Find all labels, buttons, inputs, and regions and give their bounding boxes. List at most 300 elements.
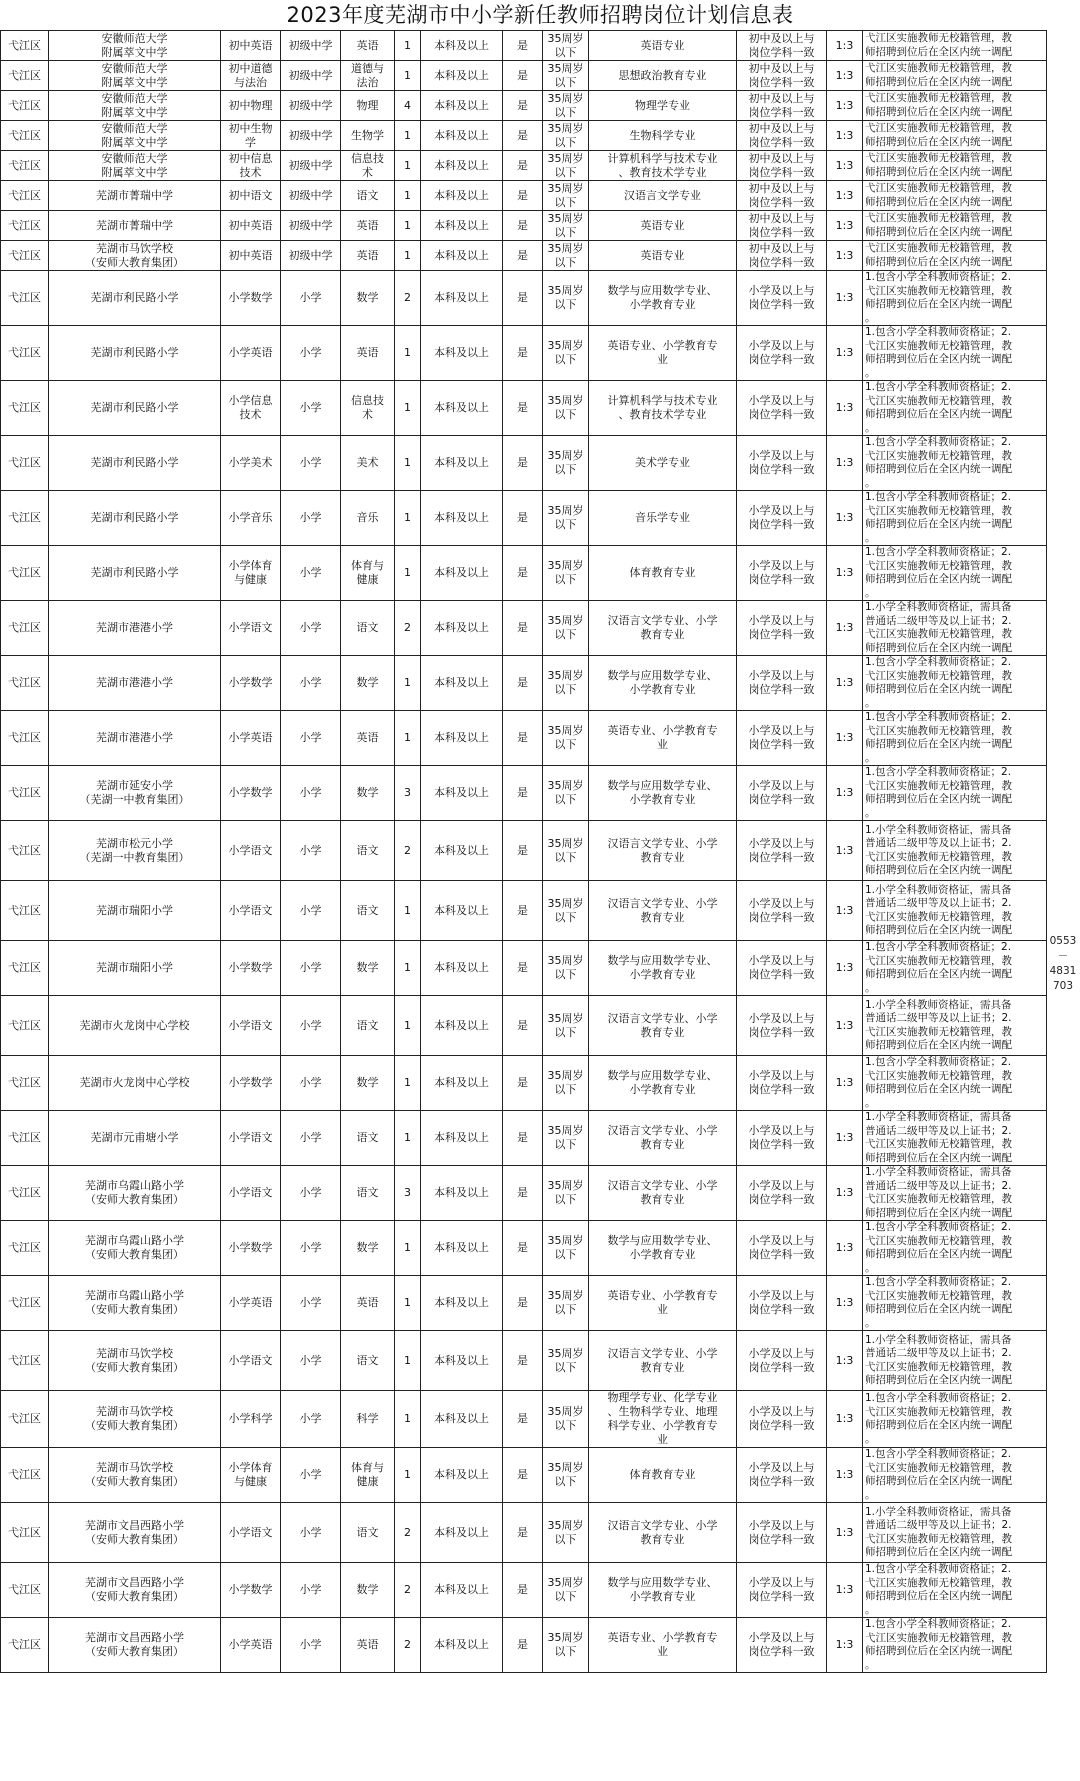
cell-qualification: 小学及以上与 岗位学科一致 <box>737 1056 827 1111</box>
cell-district: 弋江区 <box>1 1221 49 1276</box>
cell-post: 小学语文 <box>221 1331 281 1391</box>
cell-ratio: 1:3 <box>827 151 863 181</box>
cell-subject: 生物学 <box>341 121 395 151</box>
table-row <box>1 546 1047 601</box>
cell-degree: 是 <box>503 31 543 61</box>
cell-ratio: 1:3 <box>827 1618 863 1673</box>
cell-subject: 体育与 健康 <box>341 546 395 601</box>
cell-qualification: 初中及以上与 岗位学科一致 <box>737 91 827 121</box>
cell-post: 初中信息 技术 <box>221 151 281 181</box>
cell-qualification: 初中及以上与 岗位学科一致 <box>737 181 827 211</box>
contact-phone: 0553 － 4831 703 <box>1049 935 1077 992</box>
cell-ratio: 1:3 <box>827 271 863 326</box>
cell-school: 芜湖市乌霞山路小学 （安师大教育集团） <box>49 1276 221 1331</box>
cell-district: 弋江区 <box>1 1111 49 1166</box>
cell-level: 小学 <box>281 546 341 601</box>
cell-major: 生物科学专业 <box>589 121 737 151</box>
cell-level: 初级中学 <box>281 211 341 241</box>
cell-education: 本科及以上 <box>421 1448 503 1503</box>
table-row <box>1 656 1047 711</box>
cell-post: 初中语文 <box>221 181 281 211</box>
cell-major: 英语专业 <box>589 31 737 61</box>
cell-ratio: 1:3 <box>827 881 863 941</box>
table-row <box>1 941 1047 996</box>
cell-post: 小学语文 <box>221 996 281 1056</box>
cell-subject: 语文 <box>341 996 395 1056</box>
cell-district: 弋江区 <box>1 211 49 241</box>
cell-major: 汉语言文学专业、小学 教育专业 <box>589 1166 737 1221</box>
cell-district: 弋江区 <box>1 1618 49 1673</box>
cell-count: 1 <box>395 1448 421 1503</box>
cell-count: 1 <box>395 326 421 381</box>
cell-note: 1.小学全科教师资格证，需具备 普通话二级甲等及以上证书；2. 弋江区实施教师无校籍管理，教 师招聘到位后在全区内统一调配 <box>863 1331 1047 1391</box>
cell-count: 1 <box>395 656 421 711</box>
cell-note: 弋江区实施教师无校籍管理，教 师招聘到位后在全区内统一调配 <box>863 241 1047 271</box>
cell-ratio: 1:3 <box>827 1111 863 1166</box>
cell-note: 1.小学全科教师资格证，需具备 普通话二级甲等及以上证书；2. 弋江区实施教师无校籍管理，教 师招聘到位后在全区内统一调配 <box>863 821 1047 881</box>
cell-age: 35周岁 以下 <box>543 211 589 241</box>
table-row <box>1 61 1047 91</box>
cell-qualification: 小学及以上与 岗位学科一致 <box>737 491 827 546</box>
cell-level: 小学 <box>281 1331 341 1391</box>
cell-qualification: 小学及以上与 岗位学科一致 <box>737 766 827 821</box>
cell-school: 芜湖市利民路小学 <box>49 326 221 381</box>
cell-degree: 是 <box>503 1503 543 1563</box>
table-row <box>1 151 1047 181</box>
cell-major: 物理学专业、化学专业 、生物科学专业、地理 科学专业、小学教育专 业 <box>589 1391 737 1448</box>
cell-post: 小学数学 <box>221 1221 281 1276</box>
table-row <box>1 996 1047 1056</box>
cell-district: 弋江区 <box>1 436 49 491</box>
cell-education: 本科及以上 <box>421 61 503 91</box>
table-row <box>1 271 1047 326</box>
cell-post: 初中英语 <box>221 211 281 241</box>
cell-subject: 数学 <box>341 766 395 821</box>
cell-school: 芜湖市文昌西路小学 （安师大教育集团） <box>49 1503 221 1563</box>
cell-post: 小学音乐 <box>221 491 281 546</box>
cell-subject: 美术 <box>341 436 395 491</box>
cell-school: 安徽师范大学 附属萃文中学 <box>49 61 221 91</box>
cell-education: 本科及以上 <box>421 271 503 326</box>
cell-degree: 是 <box>503 766 543 821</box>
cell-post: 初中物理 <box>221 91 281 121</box>
cell-ratio: 1:3 <box>827 1563 863 1618</box>
cell-district: 弋江区 <box>1 271 49 326</box>
cell-district: 弋江区 <box>1 601 49 656</box>
cell-district: 弋江区 <box>1 1056 49 1111</box>
cell-note: 1.小学全科教师资格证，需具备 普通话二级甲等及以上证书；2. 弋江区实施教师无校籍管理，教 师招聘到位后在全区内统一调配 <box>863 1503 1047 1563</box>
cell-level: 小学 <box>281 1056 341 1111</box>
cell-ratio: 1:3 <box>827 1166 863 1221</box>
cell-count: 2 <box>395 1563 421 1618</box>
cell-count: 1 <box>395 436 421 491</box>
cell-subject: 英语 <box>341 241 395 271</box>
cell-level: 初级中学 <box>281 91 341 121</box>
cell-age: 35周岁 以下 <box>543 1276 589 1331</box>
cell-post: 小学体育 与健康 <box>221 546 281 601</box>
cell-post: 初中道德 与法治 <box>221 61 281 91</box>
cell-degree: 是 <box>503 91 543 121</box>
table-row <box>1 121 1047 151</box>
cell-school: 芜湖市菁瑞中学 <box>49 181 221 211</box>
table-row <box>1 241 1047 271</box>
cell-subject: 语文 <box>341 1111 395 1166</box>
table-row <box>1 1503 1047 1563</box>
cell-note: 1.小学全科教师资格证，需具备 普通话二级甲等及以上证书；2. 弋江区实施教师无校籍管理，教 师招聘到位后在全区内统一调配 <box>863 1111 1047 1166</box>
cell-count: 1 <box>395 211 421 241</box>
cell-note: 1.包含小学全科教师资格证；2. 弋江区实施教师无校籍管理，教 师招聘到位后在全区内统一调配 。 <box>863 1056 1047 1111</box>
cell-ratio: 1:3 <box>827 1056 863 1111</box>
cell-degree: 是 <box>503 61 543 91</box>
cell-qualification: 小学及以上与 岗位学科一致 <box>737 1276 827 1331</box>
cell-district: 弋江区 <box>1 1276 49 1331</box>
cell-major: 汉语言文学专业、小学 教育专业 <box>589 1111 737 1166</box>
cell-age: 35周岁 以下 <box>543 546 589 601</box>
cell-subject: 英语 <box>341 31 395 61</box>
cell-qualification: 初中及以上与 岗位学科一致 <box>737 241 827 271</box>
cell-age: 35周岁 以下 <box>543 996 589 1056</box>
cell-school: 芜湖市利民路小学 <box>49 381 221 436</box>
cell-note: 1.包含小学全科教师资格证；2. 弋江区实施教师无校籍管理，教 师招聘到位后在全区内统一调配 。 <box>863 1221 1047 1276</box>
cell-ratio: 1:3 <box>827 211 863 241</box>
cell-school: 芜湖市延安小学 （芜湖一中教育集团） <box>49 766 221 821</box>
cell-district: 弋江区 <box>1 491 49 546</box>
cell-age: 35周岁 以下 <box>543 1056 589 1111</box>
cell-major: 思想政治教育专业 <box>589 61 737 91</box>
cell-level: 小学 <box>281 1618 341 1673</box>
cell-district: 弋江区 <box>1 1448 49 1503</box>
cell-ratio: 1:3 <box>827 821 863 881</box>
cell-qualification: 小学及以上与 岗位学科一致 <box>737 996 827 1056</box>
cell-education: 本科及以上 <box>421 1166 503 1221</box>
cell-subject: 数学 <box>341 1563 395 1618</box>
cell-qualification: 小学及以上与 岗位学科一致 <box>737 1618 827 1673</box>
cell-qualification: 小学及以上与 岗位学科一致 <box>737 711 827 766</box>
cell-major: 英语专业、小学教育专 业 <box>589 1618 737 1673</box>
cell-major: 数学与应用数学专业、 小学教育专业 <box>589 1056 737 1111</box>
cell-ratio: 1:3 <box>827 1503 863 1563</box>
cell-district: 弋江区 <box>1 941 49 996</box>
cell-age: 35周岁 以下 <box>543 601 589 656</box>
cell-school: 芜湖市乌霞山路小学 （安师大教育集团） <box>49 1166 221 1221</box>
cell-district: 弋江区 <box>1 1503 49 1563</box>
cell-count: 1 <box>395 1331 421 1391</box>
cell-level: 小学 <box>281 1111 341 1166</box>
cell-level: 小学 <box>281 436 341 491</box>
cell-age: 35周岁 以下 <box>543 1111 589 1166</box>
table-row <box>1 1166 1047 1221</box>
cell-age: 35周岁 以下 <box>543 271 589 326</box>
cell-education: 本科及以上 <box>421 31 503 61</box>
recruitment-table <box>0 30 1047 1673</box>
cell-count: 1 <box>395 61 421 91</box>
cell-level: 初级中学 <box>281 61 341 91</box>
cell-note: 1.包含小学全科教师资格证；2. 弋江区实施教师无校籍管理，教 师招聘到位后在全区内统一调配 。 <box>863 271 1047 326</box>
cell-school: 芜湖市港港小学 <box>49 711 221 766</box>
cell-count: 2 <box>395 601 421 656</box>
cell-post: 小学语文 <box>221 881 281 941</box>
cell-note: 1.包含小学全科教师资格证；2. 弋江区实施教师无校籍管理，教 师招聘到位后在全区内统一调配 。 <box>863 1563 1047 1618</box>
cell-education: 本科及以上 <box>421 601 503 656</box>
cell-school: 芜湖市瑞阳小学 <box>49 941 221 996</box>
cell-education: 本科及以上 <box>421 1111 503 1166</box>
cell-school: 芜湖市港港小学 <box>49 601 221 656</box>
cell-education: 本科及以上 <box>421 91 503 121</box>
cell-age: 35周岁 以下 <box>543 491 589 546</box>
cell-district: 弋江区 <box>1 996 49 1056</box>
cell-district: 弋江区 <box>1 381 49 436</box>
cell-post: 小学语文 <box>221 1503 281 1563</box>
cell-education: 本科及以上 <box>421 996 503 1056</box>
cell-level: 小学 <box>281 601 341 656</box>
cell-major: 数学与应用数学专业、 小学教育专业 <box>589 1221 737 1276</box>
cell-note: 1.包含小学全科教师资格证；2. 弋江区实施教师无校籍管理，教 师招聘到位后在全区内统一调配 。 <box>863 941 1047 996</box>
cell-education: 本科及以上 <box>421 121 503 151</box>
cell-level: 小学 <box>281 326 341 381</box>
cell-count: 1 <box>395 711 421 766</box>
cell-qualification: 小学及以上与 岗位学科一致 <box>737 271 827 326</box>
cell-level: 小学 <box>281 1276 341 1331</box>
cell-age: 35周岁 以下 <box>543 326 589 381</box>
cell-major: 英语专业 <box>589 211 737 241</box>
table-row <box>1 766 1047 821</box>
cell-district: 弋江区 <box>1 766 49 821</box>
cell-subject: 数学 <box>341 941 395 996</box>
table-row <box>1 1331 1047 1391</box>
cell-post: 小学美术 <box>221 436 281 491</box>
cell-school: 芜湖市利民路小学 <box>49 491 221 546</box>
cell-district: 弋江区 <box>1 1391 49 1448</box>
cell-age: 35周岁 以下 <box>543 31 589 61</box>
cell-note: 1.包含小学全科教师资格证；2. 弋江区实施教师无校籍管理，教 师招聘到位后在全区内统一调配 。 <box>863 326 1047 381</box>
cell-school: 芜湖市瑞阳小学 <box>49 881 221 941</box>
cell-degree: 是 <box>503 436 543 491</box>
cell-major: 数学与应用数学专业、 小学教育专业 <box>589 656 737 711</box>
cell-qualification: 初中及以上与 岗位学科一致 <box>737 61 827 91</box>
cell-subject: 音乐 <box>341 491 395 546</box>
cell-subject: 物理 <box>341 91 395 121</box>
cell-school: 芜湖市马饮学校 （安师大教育集团） <box>49 1391 221 1448</box>
cell-age: 35周岁 以下 <box>543 121 589 151</box>
cell-district: 弋江区 <box>1 326 49 381</box>
cell-major: 英语专业、小学教育专 业 <box>589 711 737 766</box>
cell-ratio: 1:3 <box>827 61 863 91</box>
cell-major: 英语专业 <box>589 241 737 271</box>
cell-degree: 是 <box>503 241 543 271</box>
cell-note: 1.包含小学全科教师资格证；2. 弋江区实施教师无校籍管理，教 师招聘到位后在全区内统一调配 。 <box>863 1448 1047 1503</box>
cell-major: 数学与应用数学专业、 小学教育专业 <box>589 1563 737 1618</box>
cell-post: 小学英语 <box>221 711 281 766</box>
cell-level: 初级中学 <box>281 31 341 61</box>
cell-degree: 是 <box>503 181 543 211</box>
cell-education: 本科及以上 <box>421 1331 503 1391</box>
cell-age: 35周岁 以下 <box>543 1503 589 1563</box>
cell-count: 2 <box>395 1618 421 1673</box>
cell-degree: 是 <box>503 381 543 436</box>
cell-degree: 是 <box>503 271 543 326</box>
cell-education: 本科及以上 <box>421 241 503 271</box>
cell-district: 弋江区 <box>1 1166 49 1221</box>
cell-ratio: 1:3 <box>827 601 863 656</box>
cell-level: 小学 <box>281 1221 341 1276</box>
cell-degree: 是 <box>503 1331 543 1391</box>
cell-qualification: 小学及以上与 岗位学科一致 <box>737 1331 827 1391</box>
cell-major: 汉语言文学专业、小学 教育专业 <box>589 881 737 941</box>
table-row <box>1 1563 1047 1618</box>
cell-education: 本科及以上 <box>421 151 503 181</box>
cell-count: 3 <box>395 1166 421 1221</box>
cell-count: 3 <box>395 766 421 821</box>
cell-district: 弋江区 <box>1 821 49 881</box>
cell-ratio: 1:3 <box>827 766 863 821</box>
cell-degree: 是 <box>503 601 543 656</box>
cell-note: 1.小学全科教师资格证，需具备 普通话二级甲等及以上证书；2. 弋江区实施教师无校籍管理，教 师招聘到位后在全区内统一调配 <box>863 996 1047 1056</box>
cell-count: 1 <box>395 241 421 271</box>
cell-subject: 语文 <box>341 1503 395 1563</box>
cell-major: 英语专业、小学教育专 业 <box>589 1276 737 1331</box>
table-body <box>1 31 1047 1673</box>
cell-level: 小学 <box>281 711 341 766</box>
cell-note: 1.包含小学全科教师资格证；2. 弋江区实施教师无校籍管理，教 师招聘到位后在全区内统一调配 。 <box>863 491 1047 546</box>
cell-subject: 语文 <box>341 1331 395 1391</box>
cell-school: 芜湖市松元小学 （芜湖一中教育集团） <box>49 821 221 881</box>
cell-school: 芜湖市利民路小学 <box>49 436 221 491</box>
cell-school: 芜湖市马饮学校 （安师大教育集团） <box>49 1331 221 1391</box>
cell-education: 本科及以上 <box>421 1618 503 1673</box>
cell-school: 芜湖市文昌西路小学 （安师大教育集团） <box>49 1618 221 1673</box>
cell-note: 1.包含小学全科教师资格证；2. 弋江区实施教师无校籍管理，教 师招聘到位后在全区内统一调配 。 <box>863 1276 1047 1331</box>
cell-school: 安徽师范大学 附属萃文中学 <box>49 151 221 181</box>
cell-district: 弋江区 <box>1 241 49 271</box>
table-row <box>1 91 1047 121</box>
cell-note: 1.小学全科教师资格证，需具备 普通话二级甲等及以上证书；2. 弋江区实施教师无校籍管理，教 师招聘到位后在全区内统一调配 <box>863 881 1047 941</box>
cell-school: 芜湖市乌霞山路小学 （安师大教育集团） <box>49 1221 221 1276</box>
cell-subject: 信息技 术 <box>341 381 395 436</box>
cell-count: 1 <box>395 1111 421 1166</box>
cell-count: 1 <box>395 121 421 151</box>
table-row <box>1 1276 1047 1331</box>
cell-age: 35周岁 以下 <box>543 91 589 121</box>
table-row <box>1 1221 1047 1276</box>
cell-age: 35周岁 以下 <box>543 1448 589 1503</box>
cell-age: 35周岁 以下 <box>543 241 589 271</box>
cell-ratio: 1:3 <box>827 1448 863 1503</box>
cell-school: 芜湖市利民路小学 <box>49 271 221 326</box>
cell-qualification: 小学及以上与 岗位学科一致 <box>737 1221 827 1276</box>
cell-subject: 数学 <box>341 1056 395 1111</box>
cell-subject: 数学 <box>341 656 395 711</box>
cell-education: 本科及以上 <box>421 381 503 436</box>
cell-district: 弋江区 <box>1 1331 49 1391</box>
cell-count: 1 <box>395 546 421 601</box>
cell-level: 小学 <box>281 656 341 711</box>
cell-count: 1 <box>395 1391 421 1448</box>
cell-age: 35周岁 以下 <box>543 1391 589 1448</box>
cell-subject: 语文 <box>341 1166 395 1221</box>
cell-major: 汉语言文学专业、小学 教育专业 <box>589 601 737 656</box>
cell-count: 1 <box>395 491 421 546</box>
cell-count: 1 <box>395 381 421 436</box>
cell-note: 弋江区实施教师无校籍管理，教 师招聘到位后在全区内统一调配 <box>863 181 1047 211</box>
cell-degree: 是 <box>503 941 543 996</box>
cell-post: 小学英语 <box>221 1618 281 1673</box>
cell-note: 1.小学全科教师资格证，需具备 普通话二级甲等及以上证书；2. 弋江区实施教师无校籍管理，教 师招聘到位后在全区内统一调配 <box>863 1166 1047 1221</box>
cell-qualification: 初中及以上与 岗位学科一致 <box>737 211 827 241</box>
cell-qualification: 小学及以上与 岗位学科一致 <box>737 1503 827 1563</box>
cell-subject: 数学 <box>341 271 395 326</box>
cell-post: 小学信息 技术 <box>221 381 281 436</box>
cell-age: 35周岁 以下 <box>543 1618 589 1673</box>
cell-district: 弋江区 <box>1 881 49 941</box>
cell-major: 汉语言文学专业、小学 教育专业 <box>589 1503 737 1563</box>
cell-post: 小学语文 <box>221 1166 281 1221</box>
cell-degree: 是 <box>503 1166 543 1221</box>
cell-ratio: 1:3 <box>827 1391 863 1448</box>
cell-count: 1 <box>395 1276 421 1331</box>
cell-major: 汉语言文学专业、小学 教育专业 <box>589 821 737 881</box>
cell-school: 芜湖市文昌西路小学 （安师大教育集团） <box>49 1563 221 1618</box>
cell-post: 小学英语 <box>221 326 281 381</box>
cell-post: 小学数学 <box>221 656 281 711</box>
cell-major: 汉语言文学专业 <box>589 181 737 211</box>
table-row <box>1 1111 1047 1166</box>
cell-age: 35周岁 以下 <box>543 821 589 881</box>
cell-ratio: 1:3 <box>827 491 863 546</box>
cell-age: 35周岁 以下 <box>543 381 589 436</box>
cell-ratio: 1:3 <box>827 241 863 271</box>
cell-post: 小学体育 与健康 <box>221 1448 281 1503</box>
table-row <box>1 1391 1047 1448</box>
cell-post: 小学数学 <box>221 271 281 326</box>
cell-degree: 是 <box>503 1111 543 1166</box>
page-title: 2023年度芜湖市中小学新任教师招聘岗位计划信息表 <box>286 3 794 27</box>
cell-district: 弋江区 <box>1 181 49 211</box>
table-row <box>1 436 1047 491</box>
cell-subject: 语文 <box>341 821 395 881</box>
cell-degree: 是 <box>503 211 543 241</box>
cell-age: 35周岁 以下 <box>543 711 589 766</box>
cell-subject: 英语 <box>341 711 395 766</box>
cell-district: 弋江区 <box>1 1563 49 1618</box>
cell-age: 35周岁 以下 <box>543 656 589 711</box>
cell-school: 芜湖市利民路小学 <box>49 546 221 601</box>
cell-note: 1.包含小学全科教师资格证；2. 弋江区实施教师无校籍管理，教 师招聘到位后在全区内统一调配 。 <box>863 436 1047 491</box>
cell-subject: 英语 <box>341 326 395 381</box>
cell-degree: 是 <box>503 1618 543 1673</box>
cell-school: 安徽师范大学 附属萃文中学 <box>49 31 221 61</box>
cell-count: 1 <box>395 181 421 211</box>
cell-level: 初级中学 <box>281 151 341 181</box>
cell-subject: 科学 <box>341 1391 395 1448</box>
cell-age: 35周岁 以下 <box>543 436 589 491</box>
cell-post: 初中生物 学 <box>221 121 281 151</box>
cell-major: 计算机科学与技术专业 、教育技术学专业 <box>589 381 737 436</box>
table-row <box>1 211 1047 241</box>
cell-education: 本科及以上 <box>421 1503 503 1563</box>
cell-degree: 是 <box>503 151 543 181</box>
cell-level: 小学 <box>281 1448 341 1503</box>
cell-school: 芜湖市马饮学校 （安师大教育集团） <box>49 241 221 271</box>
cell-subject: 英语 <box>341 211 395 241</box>
cell-degree: 是 <box>503 881 543 941</box>
cell-major: 计算机科学与技术专业 、教育技术学专业 <box>589 151 737 181</box>
cell-school: 芜湖市马饮学校 （安师大教育集团） <box>49 1448 221 1503</box>
cell-ratio: 1:3 <box>827 91 863 121</box>
cell-ratio: 1:3 <box>827 1276 863 1331</box>
cell-level: 初级中学 <box>281 241 341 271</box>
cell-major: 体育教育专业 <box>589 1448 737 1503</box>
cell-qualification: 小学及以上与 岗位学科一致 <box>737 1563 827 1618</box>
